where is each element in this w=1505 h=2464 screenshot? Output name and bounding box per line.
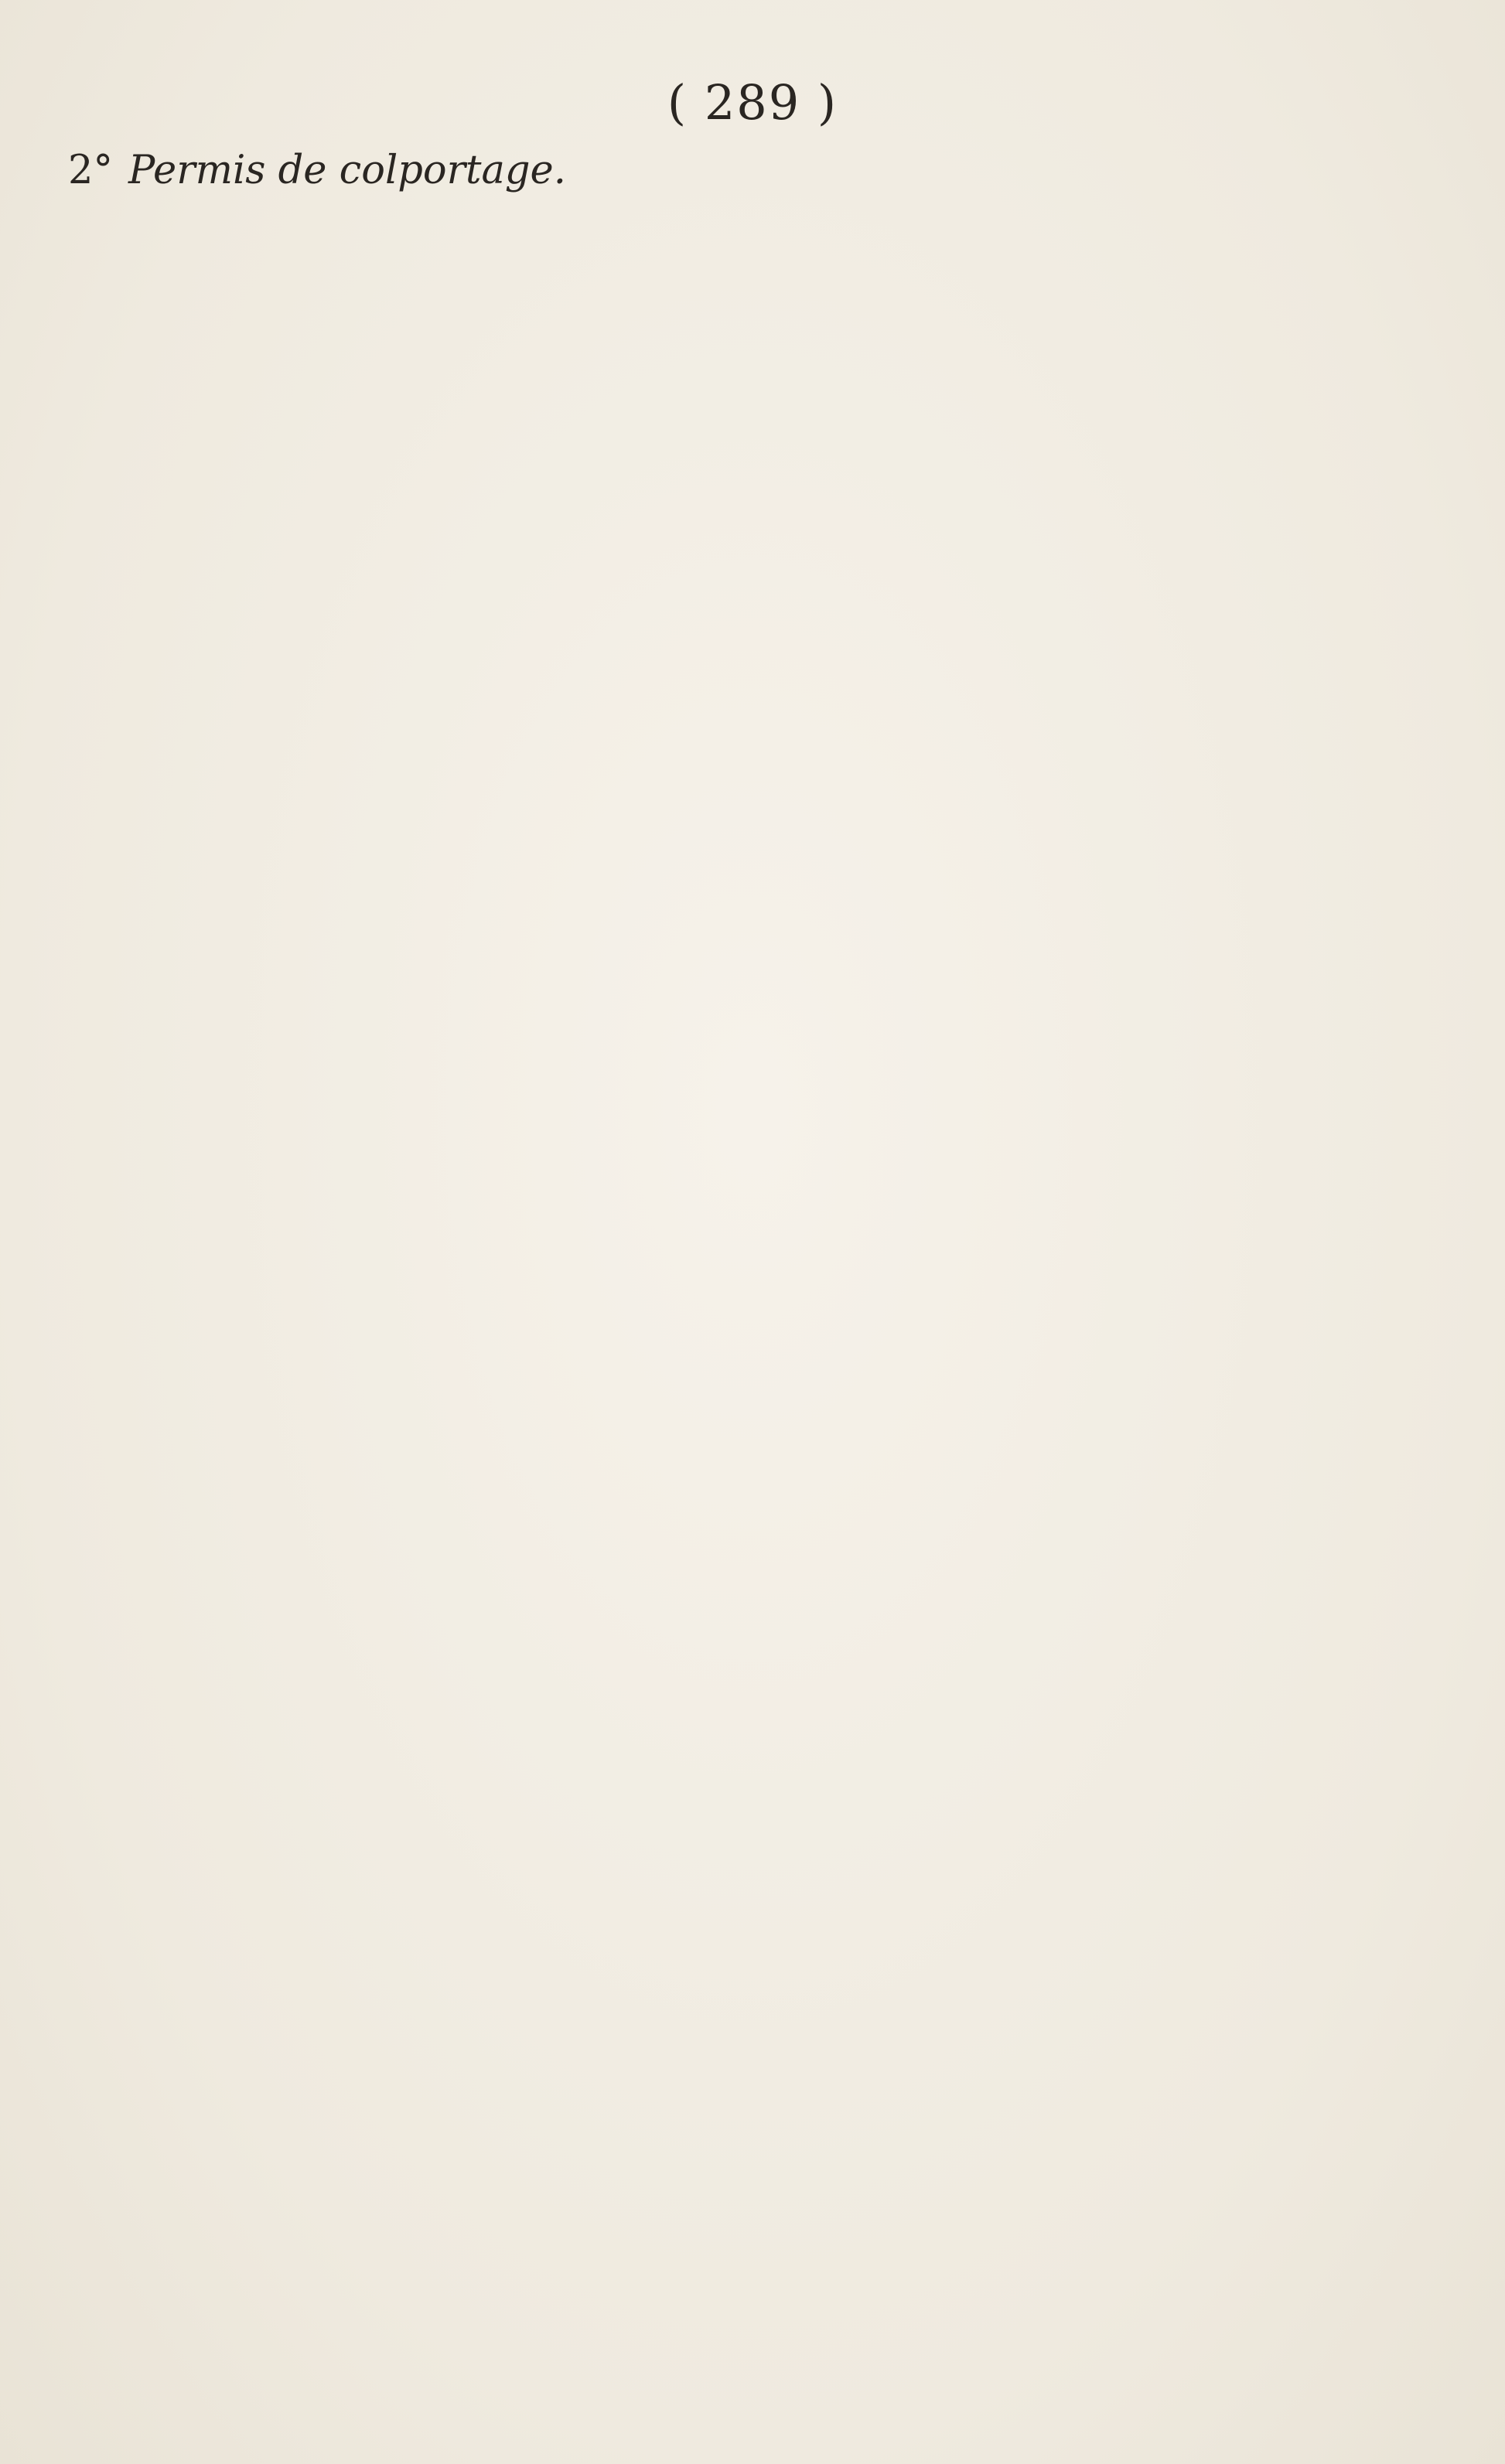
tariff-list xyxy=(68,144,1271,199)
section-number: 2° xyxy=(68,148,113,193)
page-number: ( 289 ) xyxy=(667,74,838,131)
section-heading xyxy=(68,144,1271,199)
section-title: Permis de colportage. xyxy=(128,148,566,193)
